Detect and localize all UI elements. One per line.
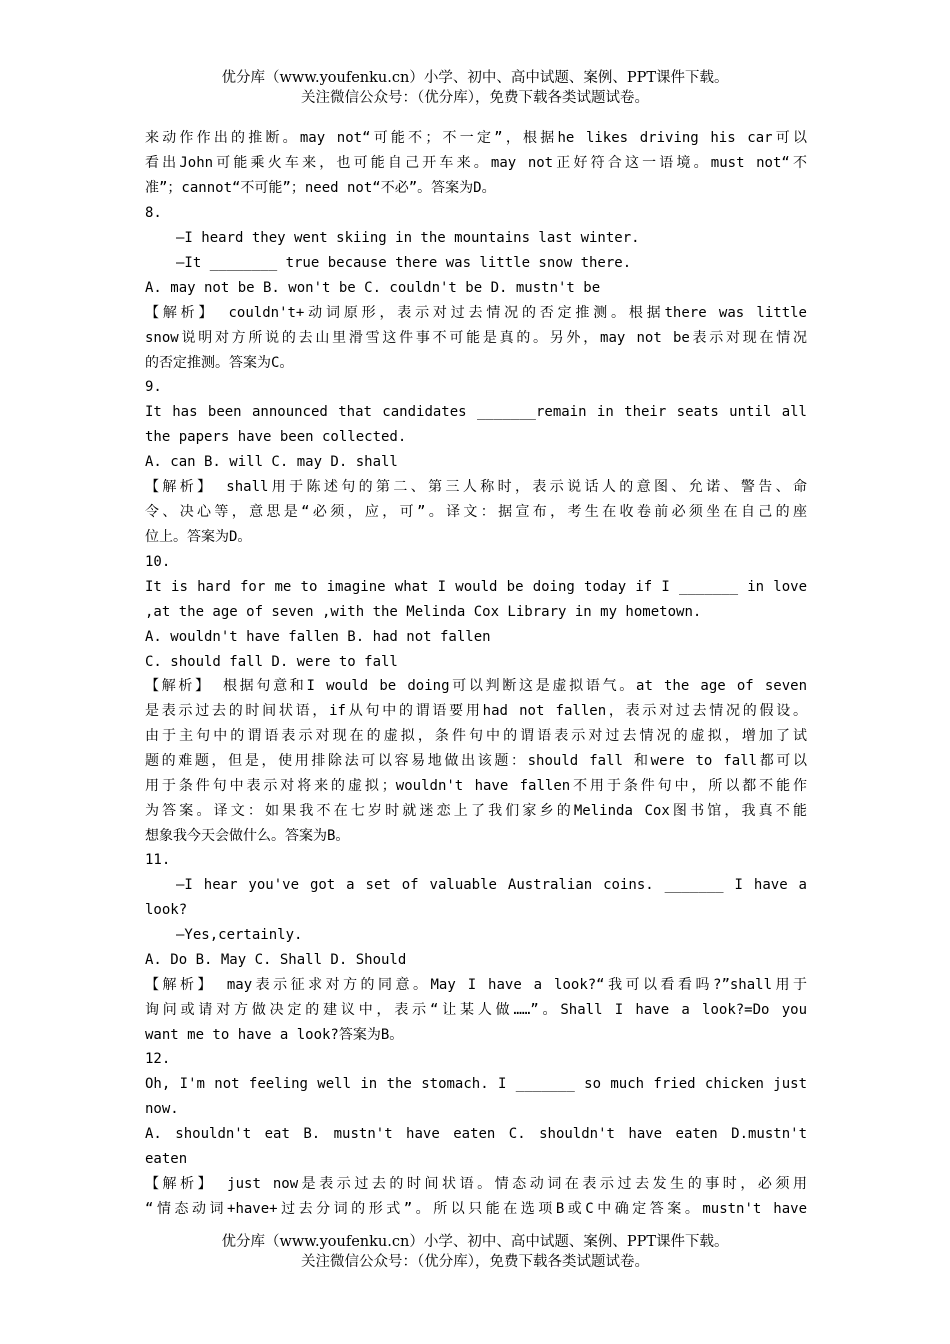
footer-line-2: 关注微信公众号：（优分库），免费下载各类试题试卷。	[301, 1254, 649, 1270]
analysis-line: 由于主句中的谓语表示对现在的虚拟，条件句中的谓语表示对过去情况的虚拟，增加了试	[145, 728, 807, 744]
answer-options: C. should fall D. were to fall	[145, 654, 398, 670]
analysis-line: “情态动词+have+过去分词的形式”。所以只能在选项B或C中确定答案。mustn't have	[145, 1201, 807, 1217]
analysis-line: 是表示过去的时间状语，if从句中的谓语要用had not fallen，表示对过去情况的假设。	[145, 703, 807, 719]
analysis-line: 【解析】 根据句意和I would be doing可以判断这是虚拟语气。at the age of seven	[145, 678, 807, 694]
analysis-line: want me to have a look?答案为B。	[145, 1027, 404, 1043]
analysis-line: 位上。答案为D。	[145, 529, 252, 545]
analysis-line: 【解析】 may表示征求对方的同意。May I have a look?“我可以看看吗?”shall用于	[145, 977, 807, 993]
answer-options: A. shouldn't eat B. mustn't have eaten C. shouldn't have eaten D.mustn't	[145, 1126, 807, 1142]
question-number: 9.	[145, 379, 162, 395]
header-line-2: 关注微信公众号：（优分库），免费下载各类试题试卷。	[301, 90, 649, 106]
text-line: 看出John可能乘火车来，也可能自己开车来。may not正好符合这一语境。must not“不	[145, 155, 807, 171]
question-text: ,at the age of seven ,with the Melinda Cox Library in my hometown.	[145, 604, 702, 620]
question-number: 11.	[145, 852, 171, 868]
dialogue-line: —I hear you've got a set of valuable Australian coins. _______ I have a	[176, 877, 807, 893]
answer-options: A. wouldn't have fallen B. had not fallen	[145, 629, 491, 645]
analysis-line: 【解析】 couldn't+动词原形，表示对过去情况的否定推测。根据there was little	[145, 305, 807, 321]
analysis-line: 想象我今天会做什么。答案为B。	[145, 828, 350, 844]
analysis-line: snow说明对方所说的去山里滑雪这件事不可能是真的。另外，may not be表示对现在情况	[145, 330, 807, 346]
question-number: 10.	[145, 554, 171, 570]
analysis-line: 的否定推测。答案为C。	[145, 355, 294, 371]
answer-options: A. Do B. May C. Shall D. Should	[145, 952, 407, 968]
dialogue-line: —Yes,certainly.	[176, 927, 303, 943]
question-text: It is hard for me to imagine what I would be doing today if I _______ in love	[145, 579, 807, 595]
analysis-line: 【解析】 shall用于陈述句的第二、第三人称时，表示说话人的意图、允诺、警告、命	[145, 479, 807, 495]
dialogue-line: look?	[145, 902, 188, 918]
analysis-line: 题的难题，但是，使用排除法可以容易地做出该题：should fall 和were to fall都可以	[145, 753, 807, 769]
analysis-line: 用于条件句中表示对将来的虚拟；wouldn't have fallen不用于条件句中，所以都不能作	[145, 778, 807, 794]
analysis-line: 为答案。译文：如果我不在七岁时就迷恋上了我们家乡的Melinda Cox图书馆，我真不能	[145, 803, 807, 819]
header-line-1: 优分库（www.youfenku.cn）小学、初中、高中试题、案例、PPT课件下载。	[221, 70, 729, 86]
question-number: 12.	[145, 1051, 171, 1067]
question-text: Oh, I'm not feeling well in the stomach. I _______ so much fried chicken just	[145, 1076, 807, 1092]
answer-options: A. may not be B. won't be C. couldn't be D. mustn't be	[145, 280, 601, 296]
question-text: now.	[145, 1101, 179, 1117]
text-line: 来动作作出的推断。may not“可能不；不一定”，根据he likes driving his car可以	[145, 130, 807, 146]
analysis-line: 询问或请对方做决定的建议中，表示“让某人做……”。Shall I have a look?=Do you	[145, 1002, 807, 1018]
question-text: It has been announced that candidates _______remain in their seats until all	[145, 404, 807, 420]
answer-options: eaten	[145, 1151, 188, 1167]
dialogue-line: —I heard they went skiing in the mountains last winter.	[176, 230, 640, 246]
question-number: 8.	[145, 205, 162, 221]
question-text: the papers have been collected.	[145, 429, 407, 445]
footer-line-1: 优分库（www.youfenku.cn）小学、初中、高中试题、案例、PPT课件下载。	[221, 1234, 729, 1250]
analysis-line: 令、决心等，意思是“必须，应，可”。译文：据宣布，考生在收卷前必须坐在自己的座	[145, 504, 807, 520]
analysis-line: 【解析】 just now是表示过去的时间状语。情态动词在表示过去发生的事时，必须用	[145, 1176, 807, 1192]
dialogue-line: —It ________ true because there was little snow there.	[176, 255, 632, 271]
answer-options: A. can B. will C. may D. shall	[145, 454, 398, 470]
text-line: 准”；cannot“不可能”；need not“不必”。答案为D。	[145, 180, 496, 196]
